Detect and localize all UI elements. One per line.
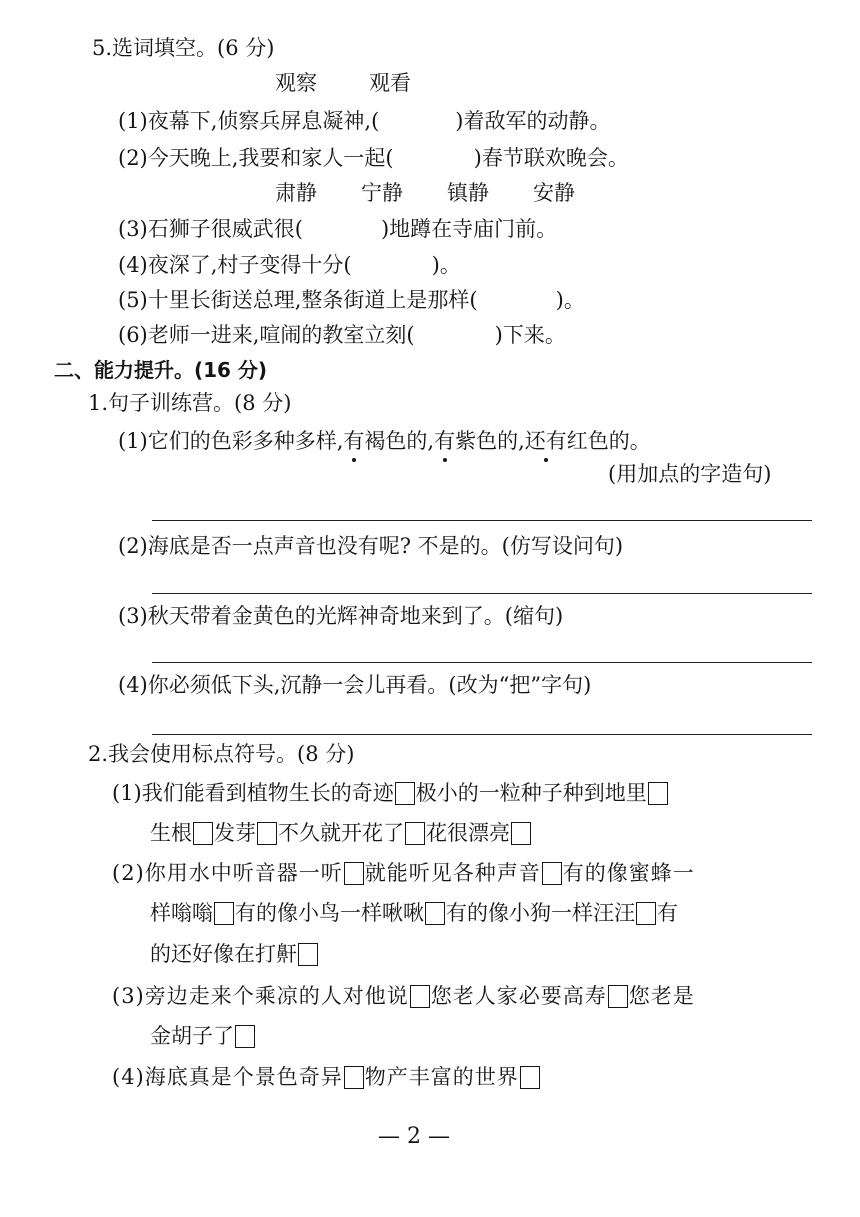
- q1-sentence-1: [118, 426, 651, 456]
- sentence-text: 样嗡嗡: [150, 901, 213, 925]
- sentence-text: 有的像蜜蜂一: [562, 861, 695, 885]
- sentence-text: (5)十里长街送总理,整条街道上是那样(: [118, 288, 478, 312]
- punctuation-box[interactable]: [193, 822, 213, 845]
- q5-options-2: [275, 178, 575, 208]
- q5-sentence-5: [118, 285, 585, 315]
- punctuation-box[interactable]: [410, 985, 430, 1008]
- dotted-char: 有: [434, 426, 455, 456]
- punctuation-box[interactable]: [636, 902, 656, 925]
- punctuation-box[interactable]: [542, 862, 562, 885]
- page-number: — 2 —: [378, 1124, 450, 1149]
- q2-sentence-1-line-2: [150, 818, 532, 848]
- sentence-text: (3)旁边走来个乘凉的人对他说: [112, 984, 409, 1008]
- punctuation-box[interactable]: [648, 782, 668, 805]
- sentence-text: (2)今天晚上,我要和家人一起(: [118, 146, 394, 170]
- sentence-text: )。: [431, 253, 461, 277]
- section-2-heading: 二、能力提升。(16 分): [54, 358, 268, 382]
- punctuation-box[interactable]: [235, 1025, 255, 1048]
- sentence-text: )。: [555, 288, 585, 312]
- q1-sentence-4: (4)你必须低下头,沉静一会儿再看。(改为“把”字句): [118, 673, 592, 697]
- option-word: 宁静: [361, 181, 403, 205]
- q1-hint: (用加点的字造句): [608, 462, 772, 486]
- answer-line[interactable]: [152, 662, 812, 663]
- punctuation-box[interactable]: [511, 822, 531, 845]
- punctuation-box[interactable]: [425, 902, 445, 925]
- sentence-text: 红色的。: [566, 429, 651, 453]
- punctuation-box[interactable]: [257, 822, 277, 845]
- q1-sentence-2: (2)海底是否一点声音也没有呢? 不是的。(仿写设问句): [118, 534, 624, 558]
- answer-line[interactable]: [152, 734, 812, 735]
- option-word: 观察: [275, 71, 317, 95]
- dotted-char: 还有: [525, 426, 567, 456]
- sentence-text: (4)海底真是个景色奇异: [112, 1065, 343, 1089]
- q2-sentence-3-line-1: [112, 981, 695, 1011]
- option-word: 镇静: [447, 181, 489, 205]
- q1-sentence-3: (3)秋天带着金黄色的光辉神奇地来到了。(缩句): [118, 604, 564, 628]
- sentence-text: (1)我们能看到植物生长的奇迹: [112, 781, 394, 805]
- sentence-text: 金胡子了: [150, 1024, 234, 1048]
- q2-sentence-3-line-2: [150, 1021, 256, 1051]
- q5-sentence-3: [118, 214, 557, 244]
- q2-sentence-4: [112, 1062, 541, 1092]
- punctuation-box[interactable]: [520, 1066, 540, 1089]
- sentence-text: 就能听见各种声音: [364, 861, 541, 885]
- sentence-text: (2)你用水中听音器一听: [112, 861, 343, 885]
- sentence-text: 不久就开花了: [278, 821, 404, 845]
- q2-title: 2.我会使用标点符号。(8 分): [88, 742, 355, 766]
- punctuation-box[interactable]: [405, 822, 425, 845]
- q2-sentence-2-line-1: [112, 858, 695, 888]
- punctuation-box[interactable]: [214, 902, 234, 925]
- sentence-text: 花很漂亮: [426, 821, 510, 845]
- sentence-text: 紫色的,: [455, 429, 525, 453]
- q2-sentence-2-line-3: [150, 939, 319, 969]
- q5-options-1: [275, 68, 411, 98]
- sentence-text: 极小的一粒种子种到地里: [415, 781, 647, 805]
- sentence-text: 物产丰富的世界: [364, 1065, 519, 1089]
- punctuation-box[interactable]: [344, 862, 364, 885]
- punctuation-box[interactable]: [395, 782, 415, 805]
- q5-title: 5.选词填空。(6 分): [92, 36, 275, 60]
- punctuation-box[interactable]: [608, 985, 628, 1008]
- punctuation-box[interactable]: [298, 943, 318, 966]
- sentence-text: 生根: [150, 821, 192, 845]
- sentence-text: )地蹲在寺庙门前。: [380, 217, 558, 241]
- sentence-text: (1)它们的色彩多种多样,: [118, 429, 344, 453]
- option-word: 肃静: [275, 181, 317, 205]
- sentence-text: (3)石狮子很威武很(: [118, 217, 303, 241]
- sentence-text: 有: [657, 901, 678, 925]
- sentence-text: (1)夜幕下,侦察兵屏息凝神,(: [118, 109, 380, 133]
- answer-line[interactable]: [152, 593, 812, 594]
- sentence-text: 有的像小狗一样汪汪: [446, 901, 635, 925]
- sentence-text: 褐色的,: [364, 429, 435, 453]
- q1-title: 1.句子训练营。(8 分): [88, 391, 292, 415]
- sentence-text: )春节联欢晚会。: [473, 146, 629, 170]
- q5-sentence-6: [118, 320, 566, 350]
- punctuation-box[interactable]: [344, 1066, 364, 1089]
- option-word: 观看: [369, 71, 411, 95]
- q2-sentence-1-line-1: [112, 778, 669, 808]
- sentence-text: 您老人家必要高寿: [430, 984, 607, 1008]
- answer-line[interactable]: [152, 520, 812, 521]
- q5-sentence-1: [118, 106, 611, 136]
- sentence-text: (4)夜深了,村子变得十分(: [118, 253, 352, 277]
- sentence-text: 发芽: [214, 821, 256, 845]
- q2-sentence-2-line-2: [150, 898, 678, 928]
- option-word: 安静: [533, 181, 575, 205]
- sentence-text: 有的像小鸟一样啾啾: [235, 901, 424, 925]
- q5-sentence-4: [118, 250, 461, 280]
- sentence-text: )着敌军的动静。: [455, 109, 611, 133]
- sentence-text: 您老是: [628, 984, 695, 1008]
- sentence-text: )下来。: [494, 323, 566, 347]
- sentence-text: (6)老师一进来,喧闹的教室立刻(: [118, 323, 415, 347]
- q5-sentence-2: [118, 143, 629, 173]
- dotted-char: 有: [343, 426, 364, 456]
- sentence-text: 的还好像在打鼾: [150, 942, 297, 966]
